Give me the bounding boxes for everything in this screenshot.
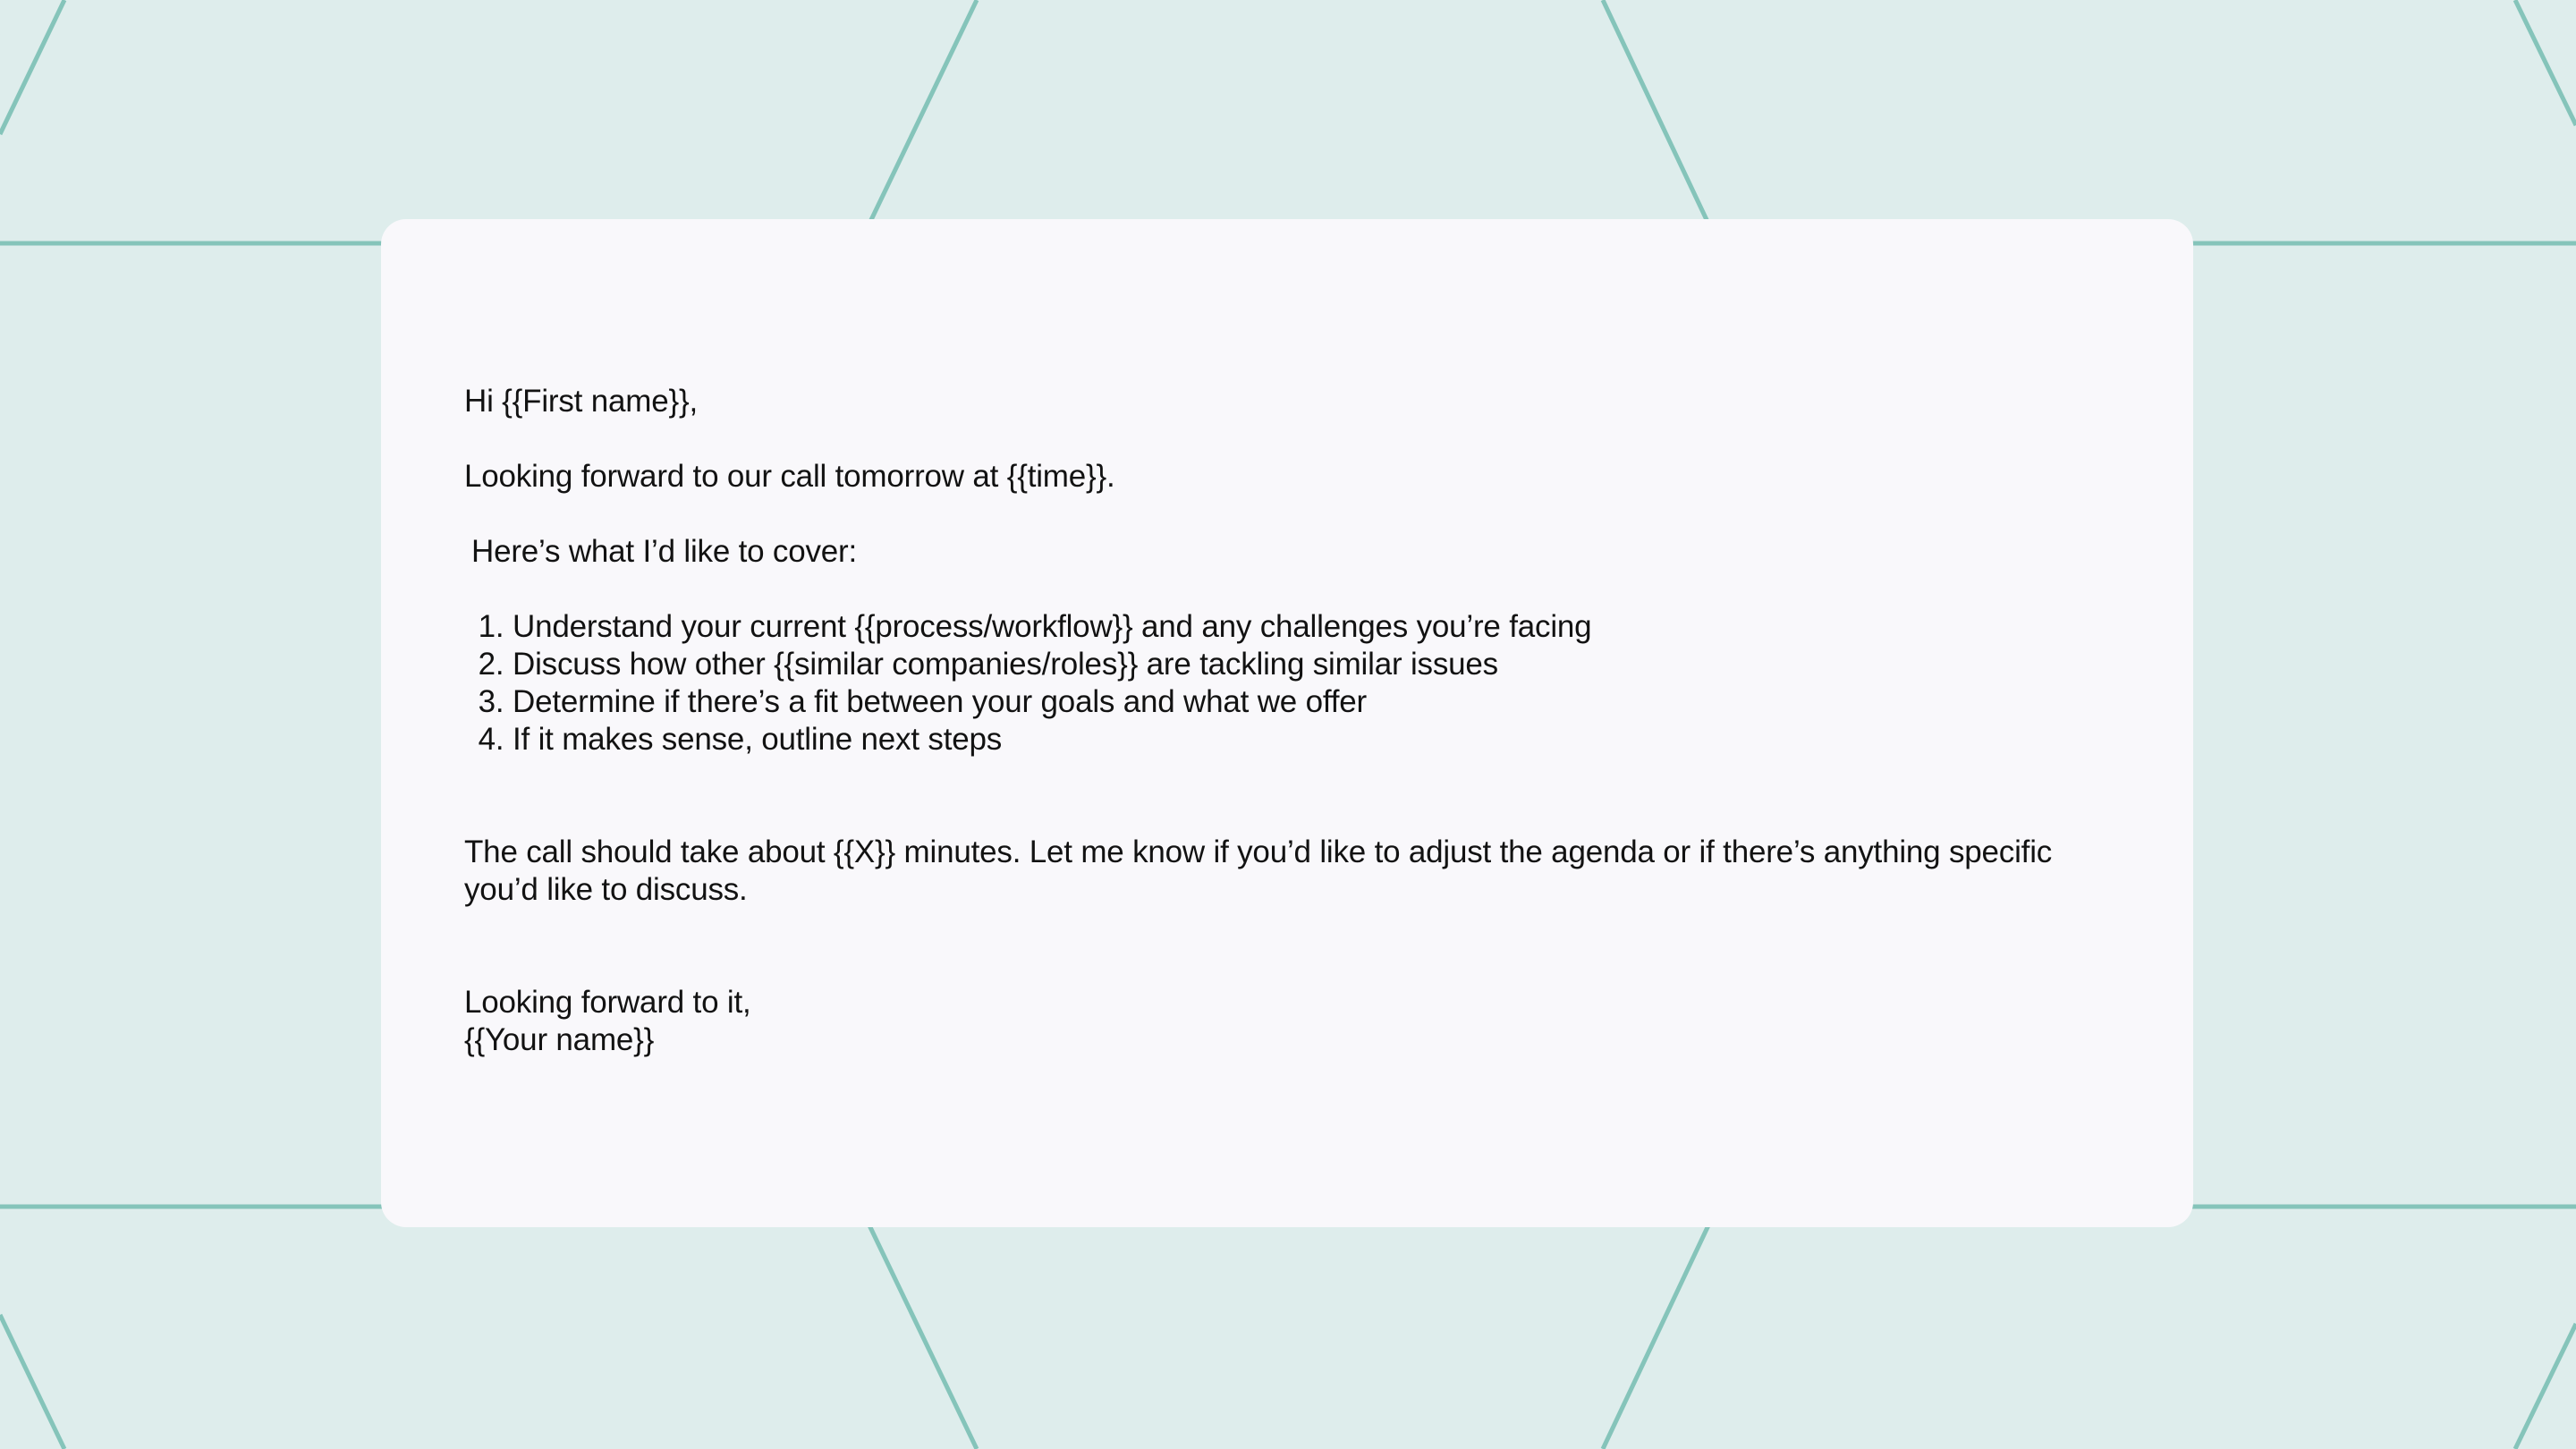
- email-greeting: Hi {{First name}},: [464, 384, 698, 419]
- agenda-item: 2. Discuss how other {{similar companies/roles}} are tackling similar issues: [513, 646, 2128, 683]
- email-body: [464, 383, 2128, 1059]
- email-opening: Looking forward to our call tomorrow at {{time}}.: [464, 459, 1115, 494]
- agenda-item: 4. If it makes sense, outline next steps: [513, 721, 2128, 758]
- email-signature: {{Your name}}: [464, 1022, 655, 1057]
- email-duration-note: The call should take about {{X}} minutes. Let me know if you’d like to adjust the agenda or if there’s anything specific you’d like to discuss.: [464, 835, 2053, 907]
- agenda-list: [464, 608, 2128, 758]
- agenda-item: 1. Understand your current {{process/workflow}} and any challenges you’re facing: [513, 608, 2128, 646]
- agenda-item: 3. Determine if there’s a fit between your goals and what we offer: [513, 683, 2128, 721]
- email-agenda-intro: Here’s what I’d like to cover:: [471, 534, 858, 569]
- email-card: [381, 219, 2193, 1227]
- email-closing: Looking forward to it,: [464, 985, 751, 1020]
